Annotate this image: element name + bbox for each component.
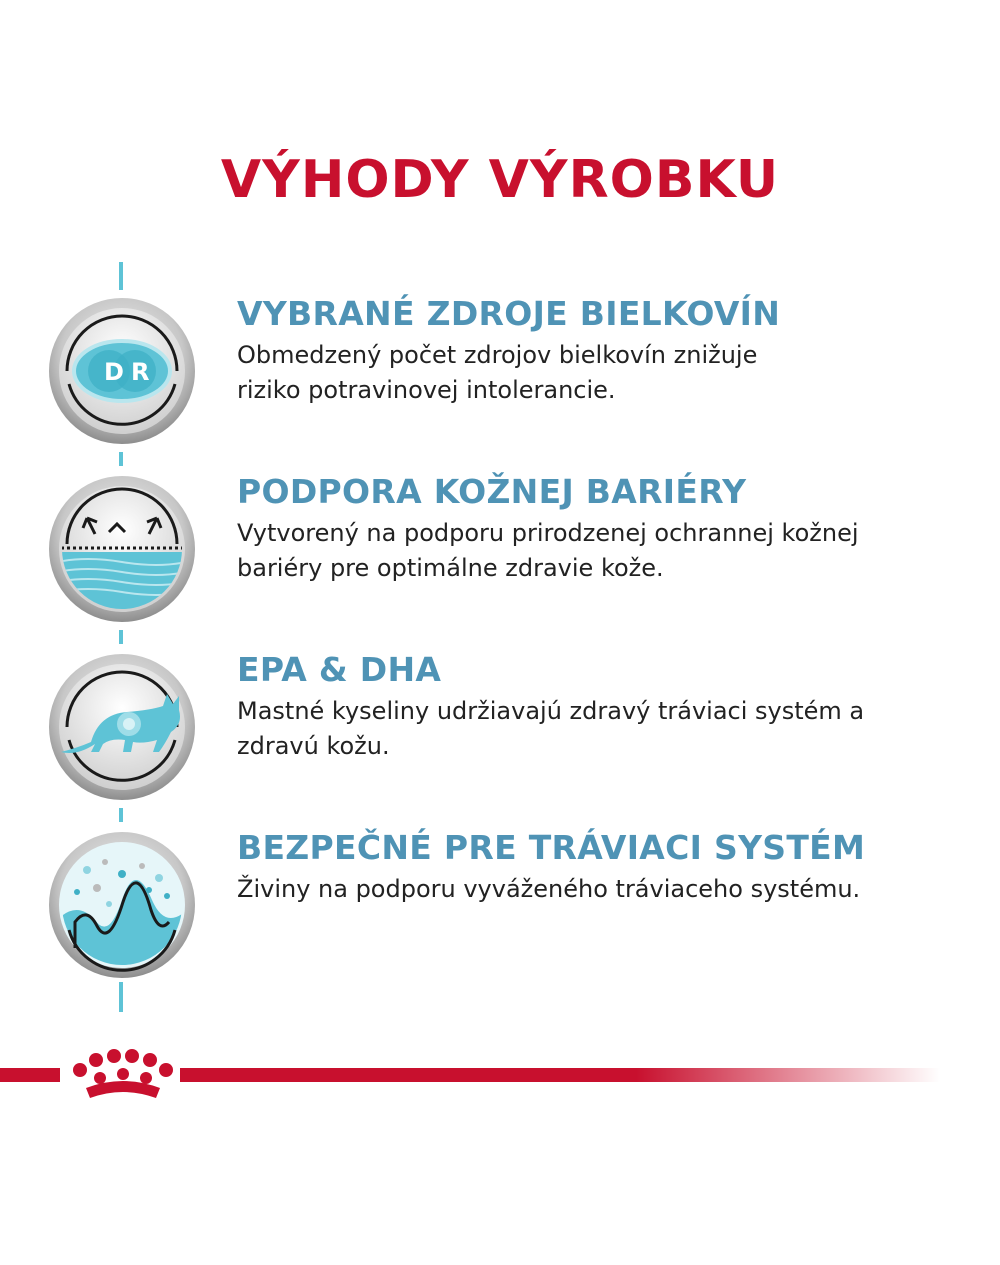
badge-d: D: [104, 358, 124, 386]
protein-sources-icon: [47, 296, 197, 446]
benefit-heading: EPA & DHA: [237, 650, 442, 689]
benefit-heading: VYBRANÉ ZDROJE BIELKOVÍN: [237, 294, 781, 333]
brand-footer: [0, 1030, 1000, 1110]
cat-icon: [47, 652, 197, 802]
digestive-system-icon: [47, 830, 197, 980]
benefit-protein: [237, 294, 957, 408]
benefit-heading: BEZPEČNÉ PRE TRÁVIACI SYSTÉM: [237, 828, 866, 867]
benefit-heading: PODPORA KOŽNEJ BARIÉRY: [237, 472, 747, 511]
benefit-body: Obmedzený počet zdrojov bielkovín znižuje riziko potravinovej intolerancie.: [237, 341, 758, 404]
badge-r: R: [131, 358, 150, 386]
benefit-body: Vytvorený na podporu prirodzenej ochrannej kožnej bariéry pre optimálne zdravie kože.: [237, 519, 859, 582]
skin-barrier-icon: [47, 474, 197, 624]
benefit-epa-dha: [237, 650, 957, 764]
benefit-body: Živiny na podporu vyváženého tráviaceho systému.: [237, 875, 861, 903]
benefit-digestive: [237, 828, 957, 907]
page-title: VÝHODY VÝROBKU: [220, 150, 780, 210]
royal-canin-crown-icon: [73, 1049, 173, 1098]
benefit-skin-barrier: [237, 472, 957, 586]
benefit-body: Mastné kyseliny udržiavajú zdravý tráviaci systém a zdravú kožu.: [237, 697, 865, 760]
